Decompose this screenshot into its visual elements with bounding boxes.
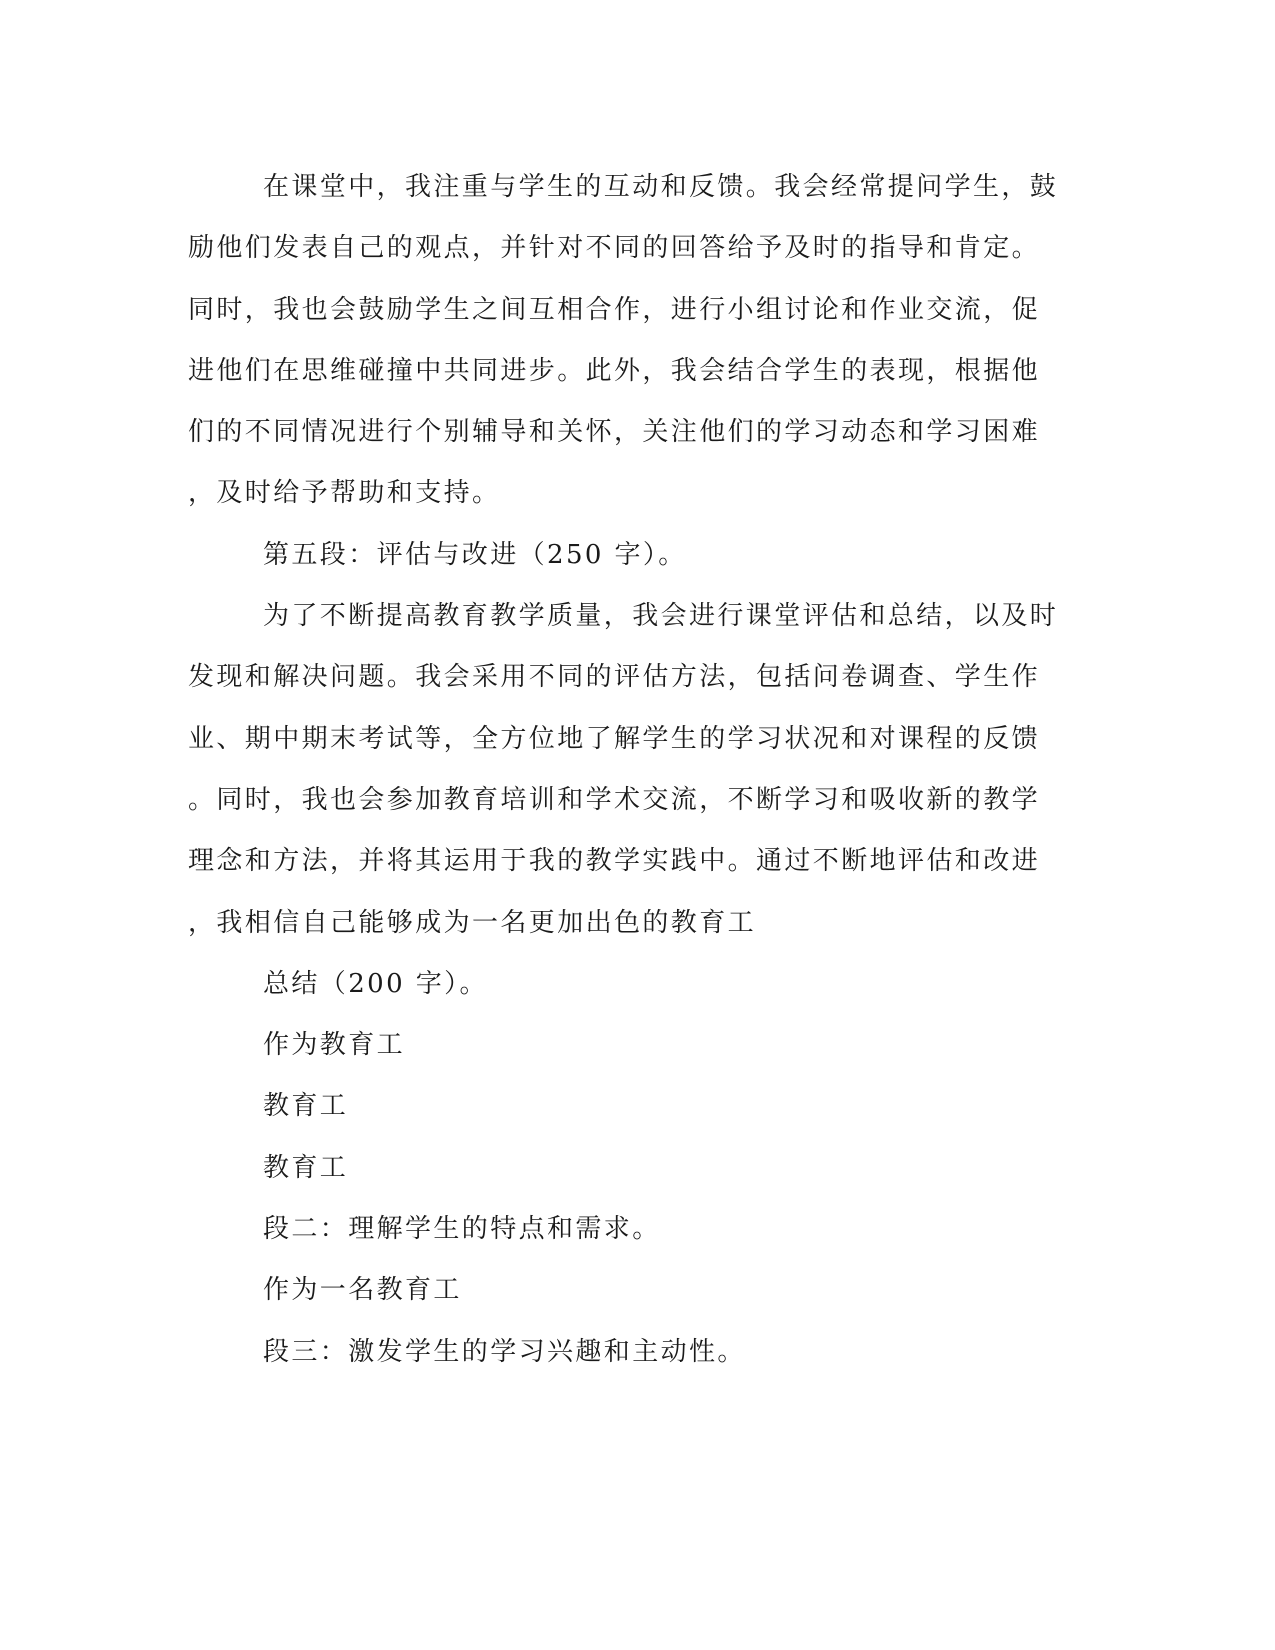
text-line: 业、期中期末考试等，全方位地了解学生的学习状况和对课程的反馈	[188, 723, 1041, 754]
text-line: 为了不断提高教育教学质量，我会进行课堂评估和总结，以及时	[263, 601, 1059, 632]
text-line: 第五段：评估与改进（250 字）。	[263, 539, 687, 570]
section-heading-evaluation	[188, 525, 1093, 586]
paragraph-line: 作为一名教育工	[263, 1275, 462, 1306]
document-body	[188, 157, 1093, 1383]
text-line: 励他们发表自己的观点，并针对不同的回答给予及时的指导和肯定。	[188, 233, 1041, 264]
text-line: ，及时给予帮助和支持。	[188, 478, 501, 509]
text-line: 进他们在思维碰撞中共同进步。此外，我会结合学生的表现，根据他	[188, 355, 1041, 386]
section-heading-three: 段三：激发学生的学习兴趣和主动性。	[263, 1336, 746, 1367]
paragraph-classroom-interaction	[188, 157, 1093, 525]
text-line: 们的不同情况进行个别辅导和关怀，关注他们的学习动态和学习困难	[188, 417, 1041, 448]
text-line: 发现和解决问题。我会采用不同的评估方法，包括问卷调查、学生作	[188, 662, 1041, 693]
text-line: ，我相信自己能够成为一名更加出色的教育工	[188, 907, 757, 938]
text-line: 在课堂中，我注重与学生的互动和反馈。我会经常提问学生，鼓	[263, 172, 1059, 202]
text-line: 同时，我也会鼓励学生之间互相合作，进行小组讨论和作业交流，促	[188, 294, 1041, 325]
text-line: 。同时，我也会参加教育培训和学术交流，不断学习和吸收新的教学	[188, 784, 1041, 815]
section-heading-summary: 总结（200 字）。	[263, 968, 488, 999]
paragraph-evaluation	[188, 586, 1093, 954]
paragraph-line: 作为教育工	[263, 1030, 406, 1061]
section-heading-two: 段二：理解学生的特点和需求。	[263, 1214, 661, 1245]
paragraph-line: 教育工	[263, 1152, 349, 1183]
paragraph-line: 教育工	[263, 1091, 349, 1122]
text-line: 理念和方法，并将其运用于我的教学实践中。通过不断地评估和改进	[188, 846, 1041, 877]
